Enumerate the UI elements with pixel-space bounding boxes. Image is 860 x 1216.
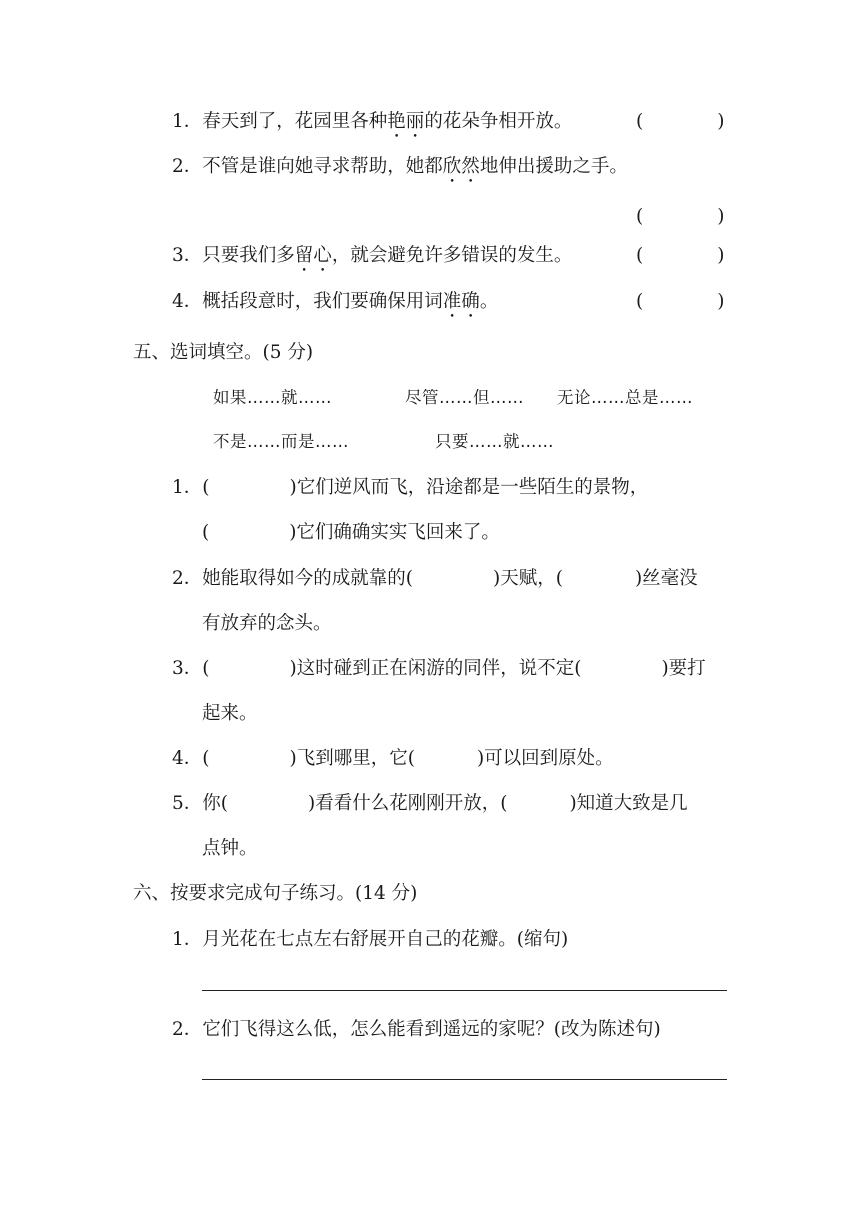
answer-parentheses[interactable]: ( ) [636, 206, 725, 227]
item-text: 你( [202, 793, 228, 814]
word-option: 尽管……但…… [405, 388, 524, 407]
item-text: )飞到哪里，它( [289, 748, 415, 769]
blank-open[interactable]: ( [202, 477, 210, 498]
item-text: 春天到了，花园里各种 [202, 111, 388, 132]
item-text: 月光花在七点左右舒展开自己的花瓣。(缩句) [202, 929, 569, 950]
s4-item-2 [172, 155, 628, 187]
item-text: 它们飞得这么低，怎么能看到遥远的家呢？(改为陈述句) [202, 1019, 661, 1040]
item-text: )它们确确实实飞回来了。 [289, 522, 500, 543]
item-text: )知道大致是几 [569, 793, 688, 814]
emphasized-word: 准确 [442, 291, 480, 312]
answer-parentheses[interactable]: ( ) [636, 245, 725, 266]
item-text: )它们逆风而飞，沿途都是一些陌生的景物， [289, 477, 649, 498]
s5-item-5-cont: 点钟。 [202, 838, 258, 859]
s5-item-5 [172, 792, 688, 816]
word-option: 如果……就…… [213, 388, 332, 407]
word-option: 无论……总是…… [557, 388, 693, 407]
blank-open[interactable]: ( [202, 748, 210, 769]
s4-item-1 [172, 110, 572, 142]
item-text: 。 [479, 291, 499, 312]
item-text: )可以回到原处。 [476, 748, 614, 769]
item-number: 5． [172, 793, 203, 814]
item-text: )丝毫没 [634, 568, 698, 589]
emphasized-word: 艳丽 [387, 111, 425, 132]
s5-item-2 [172, 567, 698, 591]
section-heading: 五、选词填空。(5 分) [133, 342, 314, 363]
s5-item-3 [172, 657, 706, 681]
s5-item-2-cont: 有放弃的念头。 [202, 613, 332, 634]
item-number: 4． [172, 748, 203, 769]
blank-open[interactable]: ( [202, 658, 210, 679]
item-number: 3． [172, 658, 203, 679]
item-number: 1． [172, 477, 203, 498]
answer-line[interactable] [202, 1079, 727, 1080]
item-text: )天赋，( [493, 568, 563, 589]
s5-item-1 [172, 476, 648, 500]
item-text: )要打 [661, 658, 706, 679]
s5-item-4 [172, 747, 614, 771]
emphasized-word: 留心 [294, 245, 332, 266]
s5-item-1-cont [202, 521, 500, 545]
item-text: ，就会避免许多错误的发生。 [331, 245, 573, 266]
section-heading: 六、按要求完成句子练习。(14 分) [133, 883, 418, 904]
blank-open[interactable]: ( [202, 522, 210, 543]
item-number: 4． [172, 291, 203, 312]
item-text: 地伸出援助之手。 [479, 156, 628, 177]
item-number: 2． [172, 1019, 203, 1040]
s6-item-2 [172, 1018, 661, 1042]
word-option: 只要……就…… [435, 432, 554, 451]
item-text: 她能取得如今的成就靠的( [202, 568, 413, 589]
answer-parentheses[interactable]: ( ) [636, 291, 725, 312]
emphasized-word: 欣然 [442, 156, 480, 177]
item-text: 只要我们多 [202, 245, 295, 266]
item-number: 2． [172, 156, 203, 177]
s4-item-3 [172, 244, 572, 276]
s4-item-4 [172, 290, 498, 322]
item-text: 的花朵争相开放。 [424, 111, 573, 132]
answer-parentheses[interactable]: ( ) [636, 111, 725, 132]
item-text: )这时碰到正在闲游的同伴，说不定( [289, 658, 582, 679]
item-number: 1． [172, 929, 203, 950]
item-number: 3． [172, 245, 203, 266]
item-text: 不管是谁向她寻求帮助，她都 [202, 156, 443, 177]
s6-item-1 [172, 928, 568, 952]
item-text: )看看什么花刚刚开放，( [308, 793, 508, 814]
item-text: 概括段意时，我们要确保用词 [202, 291, 443, 312]
answer-line[interactable] [202, 990, 727, 991]
word-option: 不是……而是…… [213, 432, 349, 451]
s5-item-3-cont: 起来。 [202, 703, 258, 724]
item-number: 1． [172, 111, 203, 132]
item-number: 2． [172, 568, 203, 589]
